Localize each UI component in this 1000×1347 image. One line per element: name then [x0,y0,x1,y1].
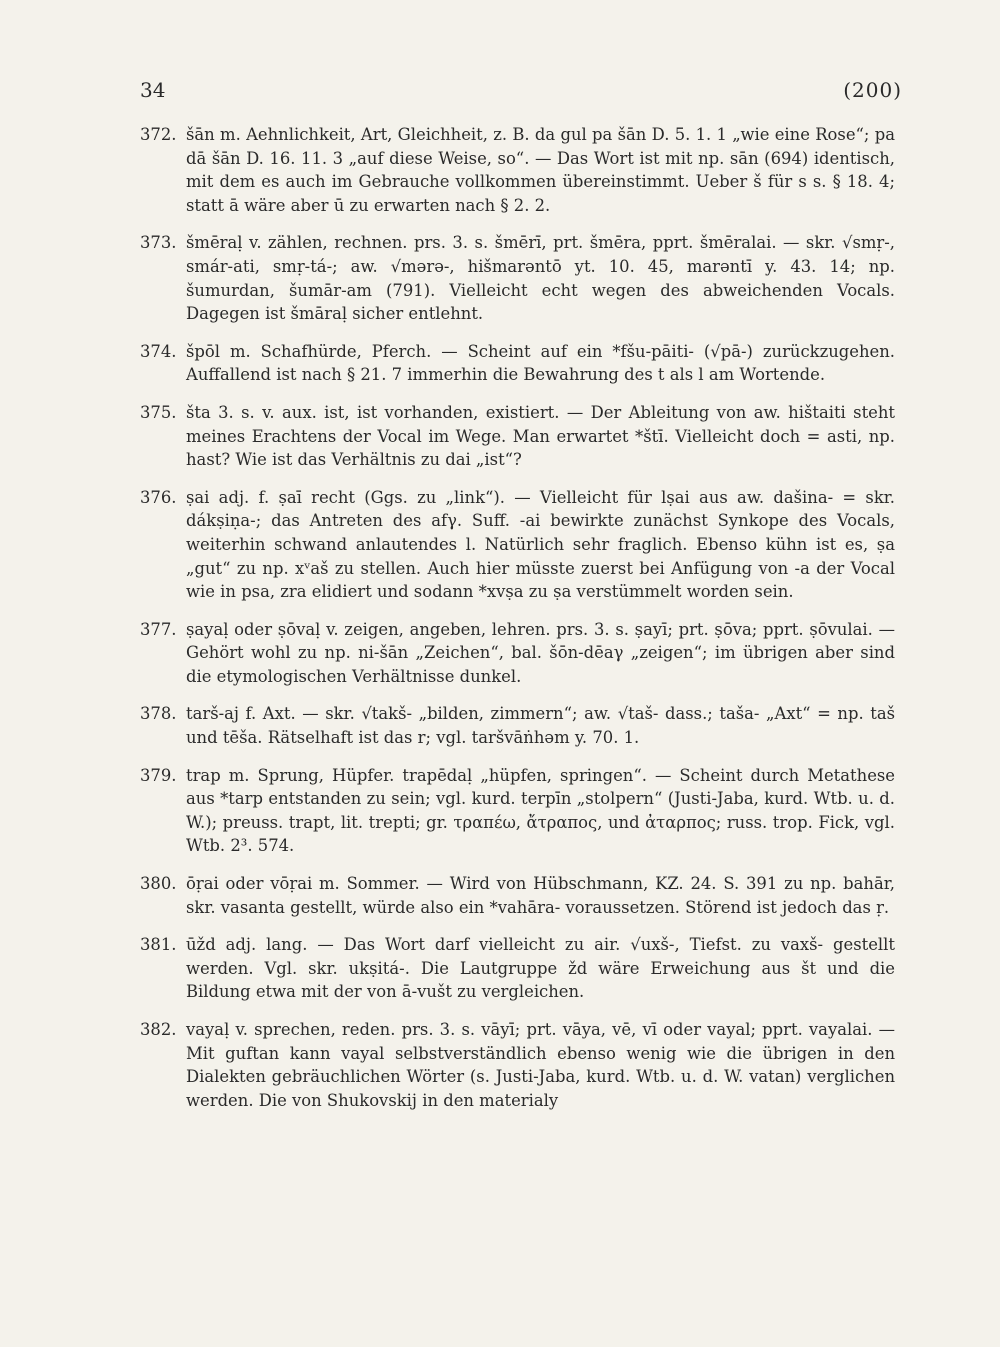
page-body [140,123,895,1126]
entry-382 [140,1018,895,1112]
page-header [140,78,902,108]
entry-number: 373. [140,233,177,253]
entry-number: 381. [140,935,177,955]
entry-number: 382. [140,1020,177,1039]
entry-381 [140,933,895,1004]
entry-text: ṣayaḷ oder ṣōvaḷ v. zeigen, angeben, lehren. prs. 3. s. ṣayī; prt. ṣōva; pprt. ṣōvulai. — Gehört wohl zu np. ni-šān „Zeichen“, bal. šōn-dēaγ „zeigen“; im übrigen aber sind die etymologischen Verhältnisse dunkel. [186,619,895,686]
entry-373 [140,231,895,325]
entry-number: 374. [140,341,177,361]
entry-number: 377. [140,619,177,639]
entry-text: ūžd adj. lang. — Das Wort darf vielleicht zu air. √uxš-, Tiefst. zu vaxš- gestellt werden. Vgl. skr. ukṣitá-. Die Lautgruppe žd wäre Erweichung aus št und die Bildung etwa mit der von ā-vušt zu vergleichen. [186,935,895,1002]
entry-number: 378. [140,704,177,724]
entry-number: 375. [140,402,177,422]
entry-380 [140,872,895,919]
entry-text: šmēraḷ v. zählen, rechnen. prs. 3. s. šmērī, prt. šmēra, pprt. šmēralai. — skr. √smṛ-, smár-ati, smṛ-tá-; aw. √mərə-, hišmarəntō yt. 10. 45, marəntī y. 43. 14; np. šumurdan, šumār-am (791). Vielleicht echt wegen des abweichenden Vocals. Dagegen ist šmāraḷ sicher entlehnt. [186,233,895,324]
page-signature: (200) [843,78,902,102]
entry-number: 379. [140,765,177,785]
entry-372 [140,123,895,217]
page-number: 34 [140,78,166,102]
entry-text: šta 3. s. v. aux. ist, ist vorhanden, existiert. — Der Ableitung von aw. hištaiti steht meines Erachtens der Vocal im Wege. Man erwartet *štī. Vielleicht doch = asti, np. hast? Wie ist das Verhältnis zu dai „ist“? [186,402,895,470]
entry-375 [140,401,895,472]
entry-377 [140,618,895,689]
entry-379 [140,764,895,858]
entry-376 [140,486,895,604]
entry-text: šān m. Aehnlichkeit, Art, Gleichheit, z. B. da gul pa šān D. 5. 1. 1 „wie eine Rose“; pa dā šān D. 16. 11. 3 „auf diese Weise, so“. — Das Wort ist mit np. sān (694) identisch, mit dem es auch im Gebrauche vollkommen übereinstimmt. Ueber š für s s. § 18. 4; statt ā wäre aber ū zu erwarten nach § 2. 2. [186,125,895,215]
entry-number: 380. [140,874,177,894]
entry-text: špōl m. Schafhürde, Pferch. — Scheint auf ein *fšu-pāiti- (√pā-) zurückzugehen. Auffallend ist nach § 21. 7 immerhin die Bewahrung des t als l am Wortende. [186,341,895,385]
entry-text: trap m. Sprung, Hüpfer. trapēdaḷ „hüpfen, springen“. — Scheint durch Metathese aus *tarp entstanden zu sein; vgl. kurd. terpīn „stolpern“ (Justi-Jaba, kurd. Wtb. u. d. W.); preuss. trapt, lit. trepti; gr. τραπέω, ἄτραπος, und ἀταρπος; russ. trop. Fick, vgl. Wtb. 2³. 574. [186,765,895,856]
entry-number: 372. [140,125,177,144]
entry-text: vayaḷ v. sprechen, reden. prs. 3. s. vāyī; prt. vāya, vē, vī oder vayal; pprt. vayalai. — Mit guftan kann vayal selbstverständlich ebenso wenig wie die übrigen in den Dialekten gebräuchlichen Wörter (s. Justi-Jaba, kurd. Wtb. u. d. W. vatan) verglichen werden. Die von Shukovskij in den materialy [186,1020,895,1110]
entry-number: 376. [140,487,177,507]
entry-text: ōṛai oder vōṛai m. Sommer. — Wird von Hübschmann, KZ. 24. S. 391 zu np. bahār, skr. vasanta gestellt, würde also ein *vahāra- voraussetzen. Störend ist jedoch das ṛ. [186,874,895,917]
entry-text: tarš-aj f. Axt. — skr. √takš- „bilden, zimmern“; aw. √taš- dass.; taša- „Axt“ = np. taš und tēša. Rätselhaft ist das r; vgl. taršvāṅhəm y. 70. 1. [186,704,895,748]
entry-text: ṣai adj. f. ṣaī recht (Ggs. zu „link“). — Vielleicht für lṣai aus aw. dašina- = skr. dákṣiṇa-; das Antreten des afγ. Suff. -ai bewirkte zunächst Synkope des Vocals, weiterhin schwand anlautendes l. Natürlich sehr fraglich. Ebenso kühn ist es, ṣa „gut“ zu np. xᵛaš zu stellen. Auch hier müsste zuerst bei Anfügung von -a der Vocal wie in psa, zra elidiert und sodann *xvṣa zu ṣa verstümmelt worden sein. [186,487,895,602]
entry-374 [140,340,895,387]
entry-378 [140,702,895,749]
